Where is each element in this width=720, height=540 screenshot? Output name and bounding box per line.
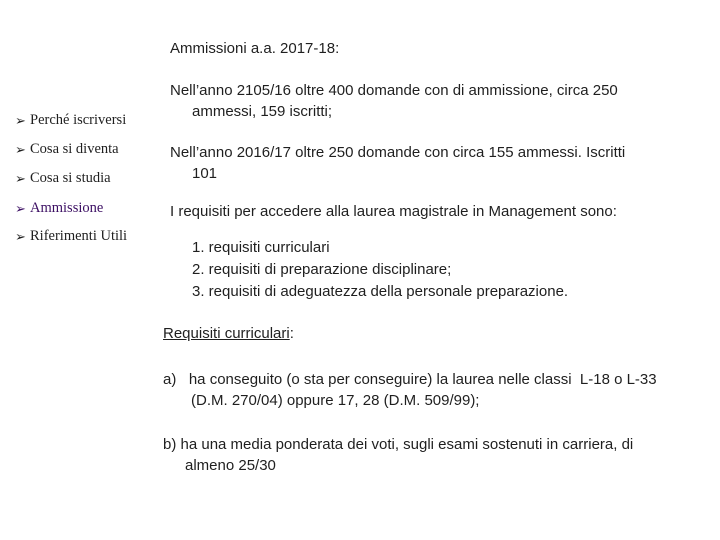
arrow-bullet-icon: ➢ xyxy=(15,228,26,244)
list-item: 3. requisiti di adeguatezza della personale preparazione. xyxy=(192,283,569,300)
requirements-intro: I requisiti per accedere alla laurea magistrale in Management sono: xyxy=(170,203,617,220)
paragraph-line: Nell’anno 2105/16 oltre 400 domande con di ammissione, circa 250 xyxy=(170,82,618,99)
paragraph-line: Nell’anno 2016/17 oltre 250 domande con circa 155 ammessi. Iscritti xyxy=(170,144,626,161)
curricular-requirements-heading xyxy=(163,325,294,342)
sidebar-item-label: Perché iscriversi xyxy=(30,112,127,128)
sidebar-item-cosa-si-studia[interactable] xyxy=(15,170,111,187)
paragraph-line: 101 xyxy=(192,165,218,182)
sidebar-item-label: Riferimenti Utili xyxy=(30,228,128,244)
admissions-2015-16-paragraph xyxy=(170,80,618,122)
requirements-list xyxy=(192,237,568,303)
admissions-2016-17-paragraph xyxy=(170,142,625,184)
arrow-bullet-icon: ➢ xyxy=(15,170,26,186)
sidebar-item-ammissione[interactable] xyxy=(15,200,103,217)
arrow-bullet-icon: ➢ xyxy=(15,112,26,128)
requirement-b xyxy=(163,434,633,476)
requirement-a xyxy=(163,369,657,411)
sidebar-item-label: Cosa si studia xyxy=(30,170,111,186)
paragraph-line: ammessi, 159 iscritti; xyxy=(192,103,333,120)
paragraph-line: b) ha una media ponderata dei voti, sugli esami sostenuti in carriera, di xyxy=(163,436,634,453)
arrow-bullet-icon: ➢ xyxy=(15,141,26,157)
sidebar-item-perche-iscriversi[interactable] xyxy=(15,112,126,129)
paragraph-line: almeno 25/30 xyxy=(185,457,276,474)
sidebar-item-label: Cosa si diventa xyxy=(30,141,119,157)
list-item: 2. requisiti di preparazione disciplinare; xyxy=(192,261,452,278)
paragraph-line: (D.M. 270/04) oppure 17, 28 (D.M. 509/99); xyxy=(191,392,480,409)
sidebar-item-riferimenti-utili[interactable] xyxy=(15,228,127,245)
slide-title: Ammissioni a.a. 2017-18: xyxy=(170,40,340,57)
paragraph-line: a) ha conseguito (o sta per conseguire) la laurea nelle classi L-18 o L-33 xyxy=(163,371,657,388)
sidebar-item-cosa-si-diventa[interactable] xyxy=(15,141,119,158)
arrow-bullet-icon: ➢ xyxy=(15,200,26,216)
list-item: 1. requisiti curriculari xyxy=(192,239,330,256)
sidebar-item-label: Ammissione xyxy=(30,200,104,216)
curricular-requirements-link[interactable]: Requisiti curriculari xyxy=(163,325,290,342)
heading-colon: : xyxy=(289,325,294,342)
